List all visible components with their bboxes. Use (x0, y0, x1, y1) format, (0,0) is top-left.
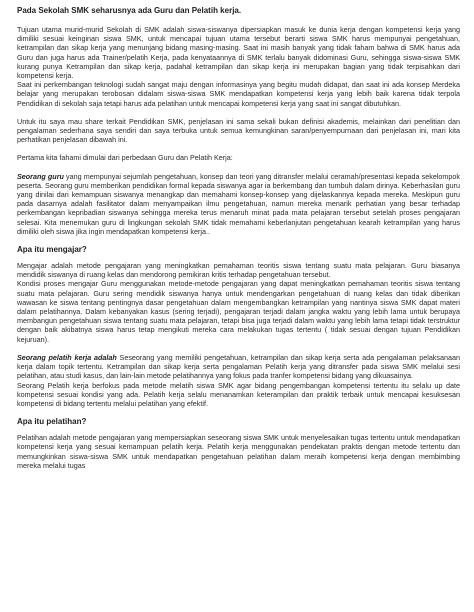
mengajar-heading: Apa itu mengajar? (17, 245, 87, 255)
pelatihan-paragraph: Pelatihan adalah metode pengajaran yang mempersiapkan seseorang siswa SMK untuk menyelesaikan tugas tertentu untuk mendapatkan kompetensi kerja yang sesuai kemampuan pelatih kerja. Pelatih kerja menggunakan pendekatan praktis dengan metode tertentu dan memungkinkan siswa-siswa SMK untuk mendapatkan pengetahuan pelatihan dalam meraih kompetensi kerja dengan membimbing mereka melalui tugas (17, 433, 460, 470)
guru-lead: Seorang guru (17, 171, 64, 181)
intro-paragraph-3: Untuk itu saya mau share terkait Pendidikan SMK, penjelasan ini sama sekali bukan definisi akademis, melainkan dari penelitian dan pengalaman sederhana saya sendiri dan saya terbuka untuk semua kemungkinan saran/penyempurnaan dari penjelasan ini, mari kita perhatikan penjelasan dibawah ini. (17, 116, 460, 145)
guru-text: yang mempunyai sejumlah pengetahuan, konsep dan teori yang ditransfer melalui ceramah/presentasi kepada sekelompok peserta. Seorang guru memberikan pendidikan formal kepada siswanya agar ia berkembang dan tumbuh dalam dirinya. Keberhasilan guru yang dinilai dari kemampuan siswanya menangkap dan memahami konsep-konsep yang dijelaskannya kepada mereka. Meskipun guru pada dasarnya adalah fasilitator dalam menyampaikan ilmu pengetahuan, namun mereka menarik perhatian yang besar terhadap perkembangan kepribadian siswanya sehingga mereka terus menaruh minat pada mata pelajaran tersebut setelah proses pengajaran selesai. Kita menemukan guru di lingkungan sekolah SMK tidak memahami keberlanjutan pengetahuan kearah ketrampilan yang harus dimiliki oleh siswa jika ingin mendapatkan kompetensi kerja.. (17, 171, 460, 236)
mengajar-paragraph-1: Mengajar adalah metode pengajaran yang meningkatkan pemahaman teoritis siswa tentang suatu mata pelajaran. Guru biasanya mendidik siswanya di ruang kelas dan mendorong pemikiran kritis terhadap pengetahuan tersebut. (17, 261, 460, 280)
pelatihan-heading: Apa itu pelatihan? (17, 417, 87, 427)
mengajar-paragraph-2: Kondisi proses mengajar Guru menggunakan metode-metode pengajaran yang dapat meningkatkan pemahaman teoritis siswa tentang suatu mata pelajaran. Guru sering mendidik siswanya hanya untuk mendengarkan pengetahuan di ruang kelas dan tidak diberikan wawasan ke siswa tentang pentingnya dasar pengetahuan dalam mengembangkan ketrampilan yang nantinya siswa SMK dapat materi dalam pelatihannya. Dalam kebanyakan kasus (sering terjadi), pengajaran terjadi dalam jangka waktu yang lebih lama untuk berupaya membangun pengetahuan siswa tentang suatu mata pelajaran, tetapi bisa juga terjadi dalam waktu yang lebih lama tetapi tidak terstruktur dengan baik akibatnya siswa harus tetap mengikuti mereka cara melakukan tugas tertentu ( tidak sesuai dengan tujuan Pendidikan kejuruan). (17, 279, 460, 344)
pelatih-paragraph (17, 353, 460, 381)
document-title: Pada Sekolah SMK seharusnya ada Guru dan Pelatih kerja. (17, 6, 242, 15)
intro-paragraph-2: Saat ini perkembangan teknologi sudah sangat maju dengan informasinya yang begitu mudah didapat, dan saat ini ada konsep Merdeka belajar yang merupakan terobosan didalam siswa-siswa SMK mendapatkan kompetensi kerja yang lebih baik karena tidak terpola Pendidikan di sekolah saja tetapi harus ada pelatihan untuk mencapai kompetensi kerja yang saat ini sangat dibutuhkan. (17, 80, 460, 108)
intro-paragraph-1: Tujuan utama murid-murid Sekolah di SMK adalah siswa-siswanya dipersiapkan masuk ke dunia kerja dengan kompetensi kerja yang dimiliki sesuai keinginan siswa SMK, untuk mencapai tujuan utama tersebut berarti siswa SMK harus mempunyai pengetahuan, ketrampilan dan sikap kerja yang menunjang bidang masing-masing. Saat ini masih banyak yang tidak faham bahwa di SMK harus ada Guru dan juga harus ada Trainer/pelatih Kerja, pada kenyataannya di SMK terlalu banyak didominasi Guru, sehingga siswa-siswa SMK kurang punya Ketrampilan dan sikap kerja, padahal ketrampilan dan sikap kerja ini merupakan bagian yang tidak terpisahkan dari kompetensi kerja. (17, 25, 460, 81)
guru-paragraph (17, 172, 460, 236)
pelatih-lead: Seorang pelatih kerja adalah (17, 352, 117, 362)
pelatih-paragraph-2: Seorang Pelatih kerja berfokus pada metode melatih siswa SMK agar bidang pengembangan kompetensi tertentu itu selalu up date kompetensi sesuai kondisi yang ada. Pelatih kerja selalu menanamkan keterampilan dan praktik terbaik untuk mencapai kesuksesan kompetensi di bidang tertentu melalui pelatihan yang efektif. (17, 380, 460, 408)
pelatih-text: Seseorang yang memiliki pengetahuan, ketrampilan dan sikap kerja serta ada pengalaman pelaksanaan kerja dalam topik tertentu. Ketrampilan dan sikap kerja serta pengalaman Pelatih kerja yang ditransfer pada siswa SMK melalui sesi pelatihan, atau studi kasus, dan lain-lain metode pelatihannya yang fokus pada tranfer kompetensi bidang yang dikuasainya. (17, 352, 460, 381)
intro-paragraph-4: Pertama kita fahami dimulai dari perbedaan Guru dan Pelatih Kerja: (17, 153, 233, 163)
